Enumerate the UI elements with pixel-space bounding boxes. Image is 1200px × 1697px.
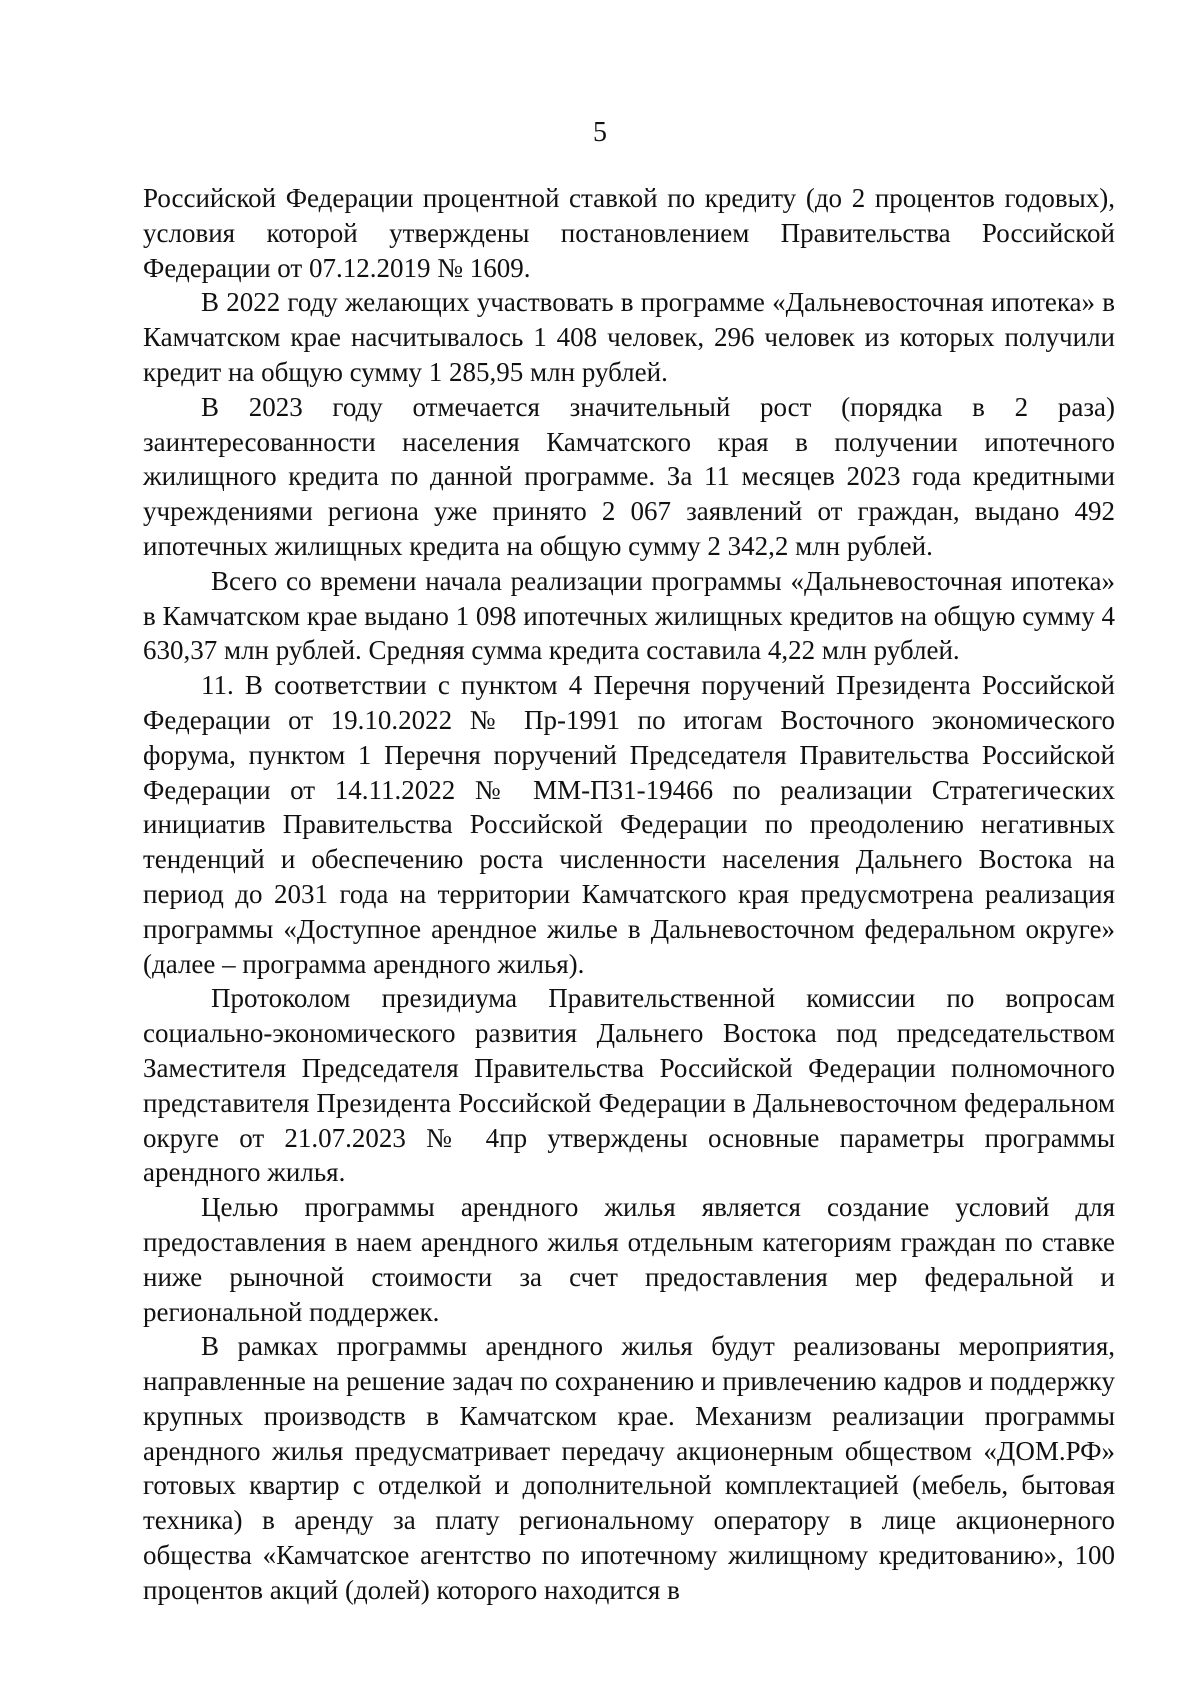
paragraph-2023-growth: В 2023 году отмечается значительный рост (порядка в 2 раза) заинтересованности населения Камчатского края в получении ипотечного жилищного кредита по данной программе. За 11 месяцев 2023 года кредитными учреждениями региона уже принято 2 067 заявлений от граждан, выдано 492 ипотечных жилищных кредита на общую сумму 2 342,2 млн рублей. [143, 391, 1115, 561]
document-body [143, 181, 1115, 1608]
paragraph-item-11: 11. В соответствии с пунктом 4 Перечня поручений Президента Российской Федерации от 19.10.2022 № Пр-1991 по итогам Восточного экономического форума, пунктом 1 Перечня поручений Председателя Правительства Российской Федерации от 14.11.2022 № ММ-П31-19466 по реализации Стратегических инициатив Правительства Российской Федерации по преодолению негативных тенденций и обеспечению роста численности населения Дальнего Востока на период до 2031 года на территории Камчатского края предусмотрена реализация программы «Доступное арендное жилье в Дальневосточном федеральном округе» (далее – программа арендного жилья). [143, 670, 1115, 979]
paragraph-protocol: Протоколом президиума Правительственной комиссии по вопросам социально-экономического развития Дальнего Востока под председательством Заместителя Председателя Правительства Российской Федерации полномочного представителя Президента Российской Федерации в Дальневосточном федеральном округе от 21.07.2023 № 4пр утверждены основные параметры программы арендного жилья. [143, 983, 1115, 1188]
page-number: 5 [593, 117, 607, 148]
paragraph-program-goal: Целью программы арендного жилья является создание условий для предоставления в наем арендного жилья отдельным категориям граждан по ставке ниже рыночной стоимости за счет предоставления мер федеральной и региональной поддержек. [143, 1192, 1115, 1327]
paragraph-total-mortgages: Всего со времени начала реализации программы «Дальневосточная ипотека» в Камчатском крае выдано 1 098 ипотечных жилищных кредитов на общую сумму 4 630,37 млн рублей. Средняя сумма кредита составила 4,22 млн рублей. [143, 565, 1115, 666]
paragraph-program-measures: В рамках программы арендного жилья будут реализованы мероприятия, направленные на решение задач по сохранению и привлечению кадров и поддержку крупных производств в Камчатском крае. Механизм реализации программы арендного жилья предусматривает передачу акционерным обществом «ДОМ.РФ» готовых квартир с отделкой и дополнительной комплектацией (мебель, бытовая техника) в аренду за плату региональному оператору в лице акционерного общества «Камчатское агентство по ипотечному жилищному кредитованию», 100 процентов акций (долей) которого находится в [143, 1331, 1115, 1605]
paragraph-continuation: Российской Федерации процентной ставкой по кредиту (до 2 процентов годовых), условия которой утверждены постановлением Правительства Российской Федерации от 07.12.2019 № 1609. [143, 183, 1115, 283]
paragraph-2022-mortgage: В 2022 году желающих участвовать в программе «Дальневосточная ипотека» в Камчатском крае насчитывалось 1 408 человек, 296 человек из которых получили кредит на общую сумму 1 285,95 млн рублей. [143, 287, 1115, 387]
